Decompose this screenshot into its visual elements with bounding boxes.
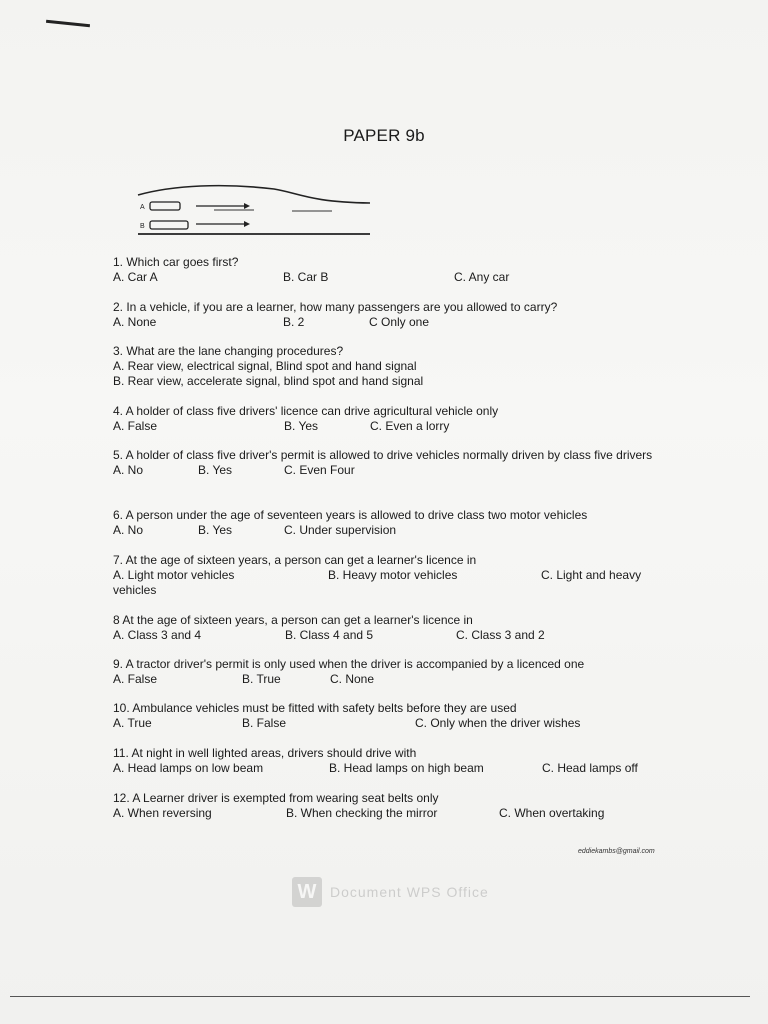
question-8	[113, 613, 673, 643]
option-c: C. Only when the driver wishes	[415, 716, 581, 730]
question-9	[113, 657, 673, 687]
footer-email: eddiekambs@gmail.com	[578, 848, 655, 855]
option-c: C. Even a lorry	[370, 419, 450, 433]
option-c: C. Head lamps off	[542, 761, 638, 775]
option-a: A. None	[113, 315, 157, 329]
car-a-label: A	[140, 204, 145, 211]
answer-line-a: A. Rear view, electrical signal, Blind spot and hand signal	[113, 359, 417, 373]
question-4	[113, 404, 673, 434]
question-6	[113, 508, 673, 538]
option-b: B. False	[242, 716, 287, 730]
option-a: A. No	[113, 523, 144, 537]
car-a	[150, 202, 180, 210]
car-b-arrowhead	[244, 221, 250, 227]
question-stem: 5. A holder of class five driver's permit is allowed to drive vehicles normally driven by class five drivers	[113, 448, 653, 462]
option-c: C. Even Four	[284, 463, 355, 477]
option-a: A. Light motor vehicles	[113, 568, 235, 582]
scan-mark	[10, 996, 750, 997]
option-a: A. Car A	[113, 270, 158, 284]
option-b: B. True	[242, 672, 281, 686]
option-c: C. Any car	[454, 270, 510, 284]
question-stem: 6. A person under the age of seventeen years is allowed to drive class two motor vehicles	[113, 508, 588, 522]
question-10	[113, 701, 673, 731]
question-stem: 11. At night in well lighted areas, drivers should drive with	[113, 746, 417, 760]
option-b: B. Car B	[283, 270, 329, 284]
option-a: A. True	[113, 716, 152, 730]
question-stem: 12. A Learner driver is exempted from wearing seat belts only	[113, 791, 439, 805]
page-title: PAPER 9b	[343, 126, 425, 145]
question-stem: 3. What are the lane changing procedures?	[113, 344, 344, 358]
question-12	[113, 791, 673, 821]
option-b: B. Yes	[198, 463, 233, 477]
answer-line-b: B. Rear view, accelerate signal, blind spot and hand signal	[113, 374, 424, 388]
car-a-arrowhead	[244, 203, 250, 209]
question-stem: 10. Ambulance vehicles must be fitted with safety belts before they are used	[113, 701, 517, 715]
watermark-text: Document WPS Office	[330, 884, 489, 900]
option-a: A. False	[113, 419, 158, 433]
option-c-continued: vehicles	[113, 583, 157, 597]
option-b: B. Yes	[198, 523, 233, 537]
question-stem: 7. At the age of sixteen years, a person can get a learner's licence in	[113, 553, 477, 567]
question-11	[113, 746, 673, 776]
option-c: C. Light and heavy	[541, 568, 642, 582]
car-b	[150, 221, 188, 229]
option-a: A. Head lamps on low beam	[113, 761, 264, 775]
wps-logo-icon: W	[292, 877, 322, 907]
option-b: B. Head lamps on high beam	[329, 761, 484, 775]
car-b-label: B	[140, 223, 145, 230]
option-a: A. Class 3 and 4	[113, 628, 202, 642]
option-c: C. None	[330, 672, 375, 686]
option-c: C. Class 3 and 2	[456, 628, 545, 642]
option-a: A. When reversing	[113, 806, 212, 820]
watermark	[292, 877, 489, 907]
question-stem: 4. A holder of class five drivers' licence can drive agricultural vehicle only	[113, 404, 499, 418]
question-3	[113, 344, 673, 389]
option-b: B. When checking the mirror	[286, 806, 438, 820]
question-stem: 8 At the age of sixteen years, a person can get a learner's licence in	[113, 613, 473, 627]
road-edge-top	[138, 186, 370, 203]
option-b: B. 2	[283, 315, 305, 329]
option-c: C. Under supervision	[284, 523, 397, 537]
option-b: B. Yes	[284, 419, 319, 433]
option-c: C. When overtaking	[499, 806, 605, 820]
option-b: B. Class 4 and 5	[285, 628, 374, 642]
question-7	[113, 553, 673, 598]
question-stem: 2. In a vehicle, if you are a learner, how many passengers are you allowed to carry?	[113, 300, 558, 314]
question-stem: 9. A tractor driver's permit is only used when the driver is accompanied by a licenced one	[113, 657, 585, 671]
option-b: B. Heavy motor vehicles	[328, 568, 458, 582]
question-1	[113, 255, 673, 285]
lane-diagram	[134, 183, 374, 239]
option-c: C Only one	[369, 315, 430, 329]
question-2	[113, 300, 673, 330]
option-a: A. False	[113, 672, 158, 686]
question-stem: 1. Which car goes first?	[113, 255, 239, 269]
option-a: A. No	[113, 463, 144, 477]
question-5	[113, 448, 661, 478]
scan-mark	[46, 20, 90, 28]
